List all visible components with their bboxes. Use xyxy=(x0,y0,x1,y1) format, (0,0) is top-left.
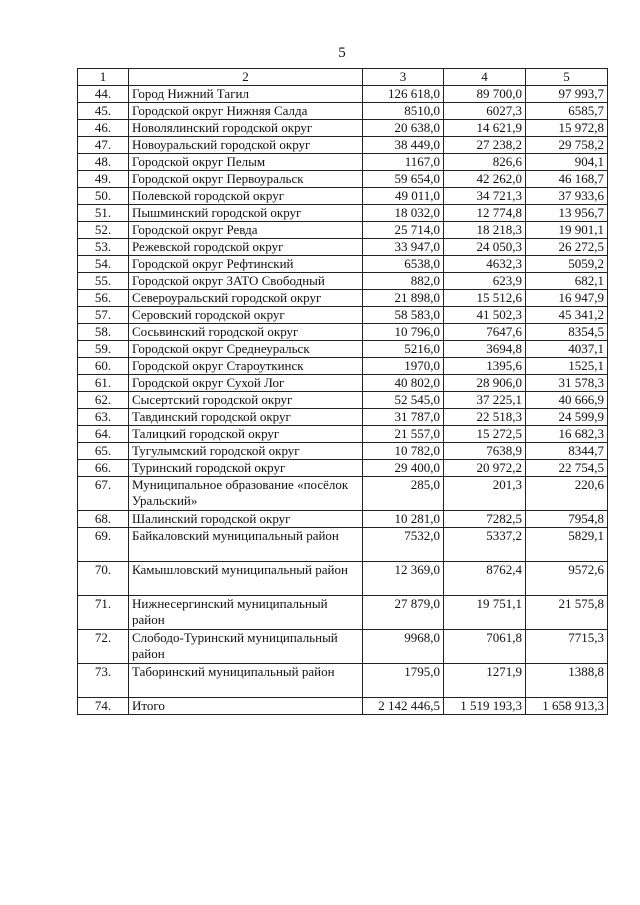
row-number: 72. xyxy=(78,630,129,664)
value-col-5: 220,6 xyxy=(526,477,608,511)
municipality-name: Сысертский городской округ xyxy=(129,392,363,409)
value-col-3: 882,0 xyxy=(363,273,444,290)
value-col-3: 6538,0 xyxy=(363,256,444,273)
table-body xyxy=(78,69,608,715)
municipality-name: Городской округ Сухой Лог xyxy=(129,375,363,392)
municipality-name: Тавдинский городской округ xyxy=(129,409,363,426)
value-col-5: 40 666,9 xyxy=(526,392,608,409)
table-row xyxy=(78,528,608,562)
table-row xyxy=(78,307,608,324)
value-col-5: 15 972,8 xyxy=(526,120,608,137)
value-col-3: 12 369,0 xyxy=(363,562,444,596)
value-col-3: 10 281,0 xyxy=(363,511,444,528)
value-col-4: 41 502,3 xyxy=(444,307,526,324)
value-col-5: 7715,3 xyxy=(526,630,608,664)
row-number: 67. xyxy=(78,477,129,511)
table-row xyxy=(78,426,608,443)
municipality-name: Новолялинский городской округ xyxy=(129,120,363,137)
municipality-name: Городской округ Среднеуральск xyxy=(129,341,363,358)
municipality-name: Город Нижний Тагил xyxy=(129,86,363,103)
value-col-3: 58 583,0 xyxy=(363,307,444,324)
municipality-name: Талицкий городской округ xyxy=(129,426,363,443)
value-col-3: 2 142 446,5 xyxy=(363,698,444,715)
value-col-5: 16 947,9 xyxy=(526,290,608,307)
table-row xyxy=(78,392,608,409)
municipality-name: Городской округ Рефтинский xyxy=(129,256,363,273)
municipality-name: Нижнесергинский муниципальный район xyxy=(129,596,363,630)
value-col-4: 19 751,1 xyxy=(444,596,526,630)
row-number: 68. xyxy=(78,511,129,528)
value-col-3: 31 787,0 xyxy=(363,409,444,426)
value-col-3: 29 400,0 xyxy=(363,460,444,477)
value-col-5: 8344,7 xyxy=(526,443,608,460)
table-row xyxy=(78,460,608,477)
value-col-5: 31 578,3 xyxy=(526,375,608,392)
value-col-4: 7647,6 xyxy=(444,324,526,341)
value-col-4: 201,3 xyxy=(444,477,526,511)
value-col-4: 7282,5 xyxy=(444,511,526,528)
header-cell-5: 5 xyxy=(526,69,608,86)
table-row xyxy=(78,290,608,307)
value-col-5: 45 341,2 xyxy=(526,307,608,324)
table-row xyxy=(78,358,608,375)
municipality-name: Городской округ Ревда xyxy=(129,222,363,239)
table-row xyxy=(78,154,608,171)
value-col-4: 22 518,3 xyxy=(444,409,526,426)
value-col-3: 9968,0 xyxy=(363,630,444,664)
municipality-name: Городской округ Первоуральск xyxy=(129,171,363,188)
table-row xyxy=(78,222,608,239)
value-col-3: 5216,0 xyxy=(363,341,444,358)
value-col-5: 682,1 xyxy=(526,273,608,290)
table-row xyxy=(78,375,608,392)
value-col-5: 6585,7 xyxy=(526,103,608,120)
table-row xyxy=(78,511,608,528)
table-row xyxy=(78,103,608,120)
row-number: 70. xyxy=(78,562,129,596)
table-header-row xyxy=(78,69,608,86)
municipality-name: Городской округ Пелым xyxy=(129,154,363,171)
row-number: 55. xyxy=(78,273,129,290)
value-col-5: 1388,8 xyxy=(526,664,608,698)
municipality-name: Шалинский городской округ xyxy=(129,511,363,528)
header-cell-4: 4 xyxy=(444,69,526,86)
table-row xyxy=(78,664,608,698)
value-col-3: 59 654,0 xyxy=(363,171,444,188)
value-col-4: 6027,3 xyxy=(444,103,526,120)
row-number: 64. xyxy=(78,426,129,443)
row-number: 53. xyxy=(78,239,129,256)
municipality-name: Городской округ Староуткинск xyxy=(129,358,363,375)
table-row xyxy=(78,443,608,460)
municipality-name: Сосьвинский городской округ xyxy=(129,324,363,341)
row-number: 74. xyxy=(78,698,129,715)
value-col-5: 13 956,7 xyxy=(526,205,608,222)
row-number: 56. xyxy=(78,290,129,307)
row-number: 49. xyxy=(78,171,129,188)
municipality-name: Тугулымский городской округ xyxy=(129,443,363,460)
row-number: 48. xyxy=(78,154,129,171)
value-col-3: 38 449,0 xyxy=(363,137,444,154)
value-col-5: 21 575,8 xyxy=(526,596,608,630)
row-number: 73. xyxy=(78,664,129,698)
row-number: 62. xyxy=(78,392,129,409)
table-row xyxy=(78,698,608,715)
value-col-3: 1795,0 xyxy=(363,664,444,698)
value-col-5: 5829,1 xyxy=(526,528,608,562)
value-col-4: 5337,2 xyxy=(444,528,526,562)
value-col-3: 27 879,0 xyxy=(363,596,444,630)
value-col-4: 623,9 xyxy=(444,273,526,290)
value-col-4: 15 272,5 xyxy=(444,426,526,443)
table-row xyxy=(78,477,608,511)
table-row xyxy=(78,324,608,341)
value-col-4: 1 519 193,3 xyxy=(444,698,526,715)
value-col-5: 1 658 913,3 xyxy=(526,698,608,715)
value-col-5: 1525,1 xyxy=(526,358,608,375)
value-col-3: 285,0 xyxy=(363,477,444,511)
value-col-4: 20 972,2 xyxy=(444,460,526,477)
row-number: 46. xyxy=(78,120,129,137)
value-col-5: 5059,2 xyxy=(526,256,608,273)
table-row xyxy=(78,630,608,664)
row-number: 54. xyxy=(78,256,129,273)
value-col-3: 49 011,0 xyxy=(363,188,444,205)
row-number: 58. xyxy=(78,324,129,341)
table-row xyxy=(78,86,608,103)
value-col-4: 4632,3 xyxy=(444,256,526,273)
value-col-5: 46 168,7 xyxy=(526,171,608,188)
row-number: 45. xyxy=(78,103,129,120)
value-col-4: 14 621,9 xyxy=(444,120,526,137)
value-col-3: 18 032,0 xyxy=(363,205,444,222)
row-number: 69. xyxy=(78,528,129,562)
budget-table xyxy=(77,68,608,715)
value-col-4: 826,6 xyxy=(444,154,526,171)
value-col-4: 27 238,2 xyxy=(444,137,526,154)
table-row xyxy=(78,341,608,358)
row-number: 60. xyxy=(78,358,129,375)
value-col-4: 1271,9 xyxy=(444,664,526,698)
row-number: 66. xyxy=(78,460,129,477)
municipality-name: Слободо-Туринский муниципальный район xyxy=(129,630,363,664)
value-col-4: 3694,8 xyxy=(444,341,526,358)
value-col-4: 89 700,0 xyxy=(444,86,526,103)
row-number: 47. xyxy=(78,137,129,154)
value-col-3: 1970,0 xyxy=(363,358,444,375)
table-row xyxy=(78,120,608,137)
table-row xyxy=(78,562,608,596)
municipality-name: Новоуральский городской округ xyxy=(129,137,363,154)
value-col-5: 22 754,5 xyxy=(526,460,608,477)
municipality-name: Муниципальное образование «посёлок Уральский» xyxy=(129,477,363,511)
value-col-5: 97 993,7 xyxy=(526,86,608,103)
value-col-3: 40 802,0 xyxy=(363,375,444,392)
table-row xyxy=(78,256,608,273)
row-number: 63. xyxy=(78,409,129,426)
row-number: 65. xyxy=(78,443,129,460)
value-col-4: 28 906,0 xyxy=(444,375,526,392)
municipality-name: Серовский городской округ xyxy=(129,307,363,324)
value-col-5: 4037,1 xyxy=(526,341,608,358)
municipality-name: Таборинский муниципальный район xyxy=(129,664,363,698)
municipality-name: Камышловский муниципальный район xyxy=(129,562,363,596)
value-col-4: 7061,8 xyxy=(444,630,526,664)
row-number: 51. xyxy=(78,205,129,222)
row-number: 44. xyxy=(78,86,129,103)
table-row xyxy=(78,409,608,426)
table-row xyxy=(78,205,608,222)
value-col-5: 8354,5 xyxy=(526,324,608,341)
table-row xyxy=(78,596,608,630)
table-row xyxy=(78,137,608,154)
value-col-3: 7532,0 xyxy=(363,528,444,562)
value-col-5: 9572,6 xyxy=(526,562,608,596)
value-col-4: 12 774,8 xyxy=(444,205,526,222)
table-row xyxy=(78,171,608,188)
value-col-4: 18 218,3 xyxy=(444,222,526,239)
row-number: 61. xyxy=(78,375,129,392)
municipality-name: Городской округ Нижняя Салда xyxy=(129,103,363,120)
value-col-4: 42 262,0 xyxy=(444,171,526,188)
value-col-3: 20 638,0 xyxy=(363,120,444,137)
value-col-3: 25 714,0 xyxy=(363,222,444,239)
header-cell-3: 3 xyxy=(363,69,444,86)
value-col-3: 21 557,0 xyxy=(363,426,444,443)
value-col-4: 24 050,3 xyxy=(444,239,526,256)
value-col-3: 8510,0 xyxy=(363,103,444,120)
municipality-name: Итого xyxy=(129,698,363,715)
row-number: 57. xyxy=(78,307,129,324)
value-col-5: 904,1 xyxy=(526,154,608,171)
municipality-name: Режевской городской округ xyxy=(129,239,363,256)
value-col-3: 10 796,0 xyxy=(363,324,444,341)
municipality-name: Городской округ ЗАТО Свободный xyxy=(129,273,363,290)
value-col-4: 15 512,6 xyxy=(444,290,526,307)
value-col-5: 37 933,6 xyxy=(526,188,608,205)
value-col-4: 7638,9 xyxy=(444,443,526,460)
municipality-name: Полевской городской округ xyxy=(129,188,363,205)
value-col-3: 52 545,0 xyxy=(363,392,444,409)
municipality-name: Байкаловский муниципальный район xyxy=(129,528,363,562)
value-col-5: 7954,8 xyxy=(526,511,608,528)
table-row xyxy=(78,188,608,205)
municipality-name: Туринский городской округ xyxy=(129,460,363,477)
value-col-3: 10 782,0 xyxy=(363,443,444,460)
table-row xyxy=(78,273,608,290)
row-number: 71. xyxy=(78,596,129,630)
page-number: 5 xyxy=(338,45,346,61)
municipality-name: Североуральский городской округ xyxy=(129,290,363,307)
row-number: 52. xyxy=(78,222,129,239)
value-col-3: 126 618,0 xyxy=(363,86,444,103)
value-col-3: 1167,0 xyxy=(363,154,444,171)
value-col-5: 19 901,1 xyxy=(526,222,608,239)
value-col-4: 37 225,1 xyxy=(444,392,526,409)
header-cell-2: 2 xyxy=(129,69,363,86)
header-cell-1: 1 xyxy=(78,69,129,86)
table-row xyxy=(78,239,608,256)
value-col-5: 26 272,5 xyxy=(526,239,608,256)
value-col-3: 21 898,0 xyxy=(363,290,444,307)
value-col-4: 34 721,3 xyxy=(444,188,526,205)
row-number: 50. xyxy=(78,188,129,205)
row-number: 59. xyxy=(78,341,129,358)
value-col-3: 33 947,0 xyxy=(363,239,444,256)
value-col-5: 16 682,3 xyxy=(526,426,608,443)
value-col-4: 8762,4 xyxy=(444,562,526,596)
value-col-4: 1395,6 xyxy=(444,358,526,375)
municipality-name: Пышминский городской округ xyxy=(129,205,363,222)
value-col-5: 29 758,2 xyxy=(526,137,608,154)
value-col-5: 24 599,9 xyxy=(526,409,608,426)
